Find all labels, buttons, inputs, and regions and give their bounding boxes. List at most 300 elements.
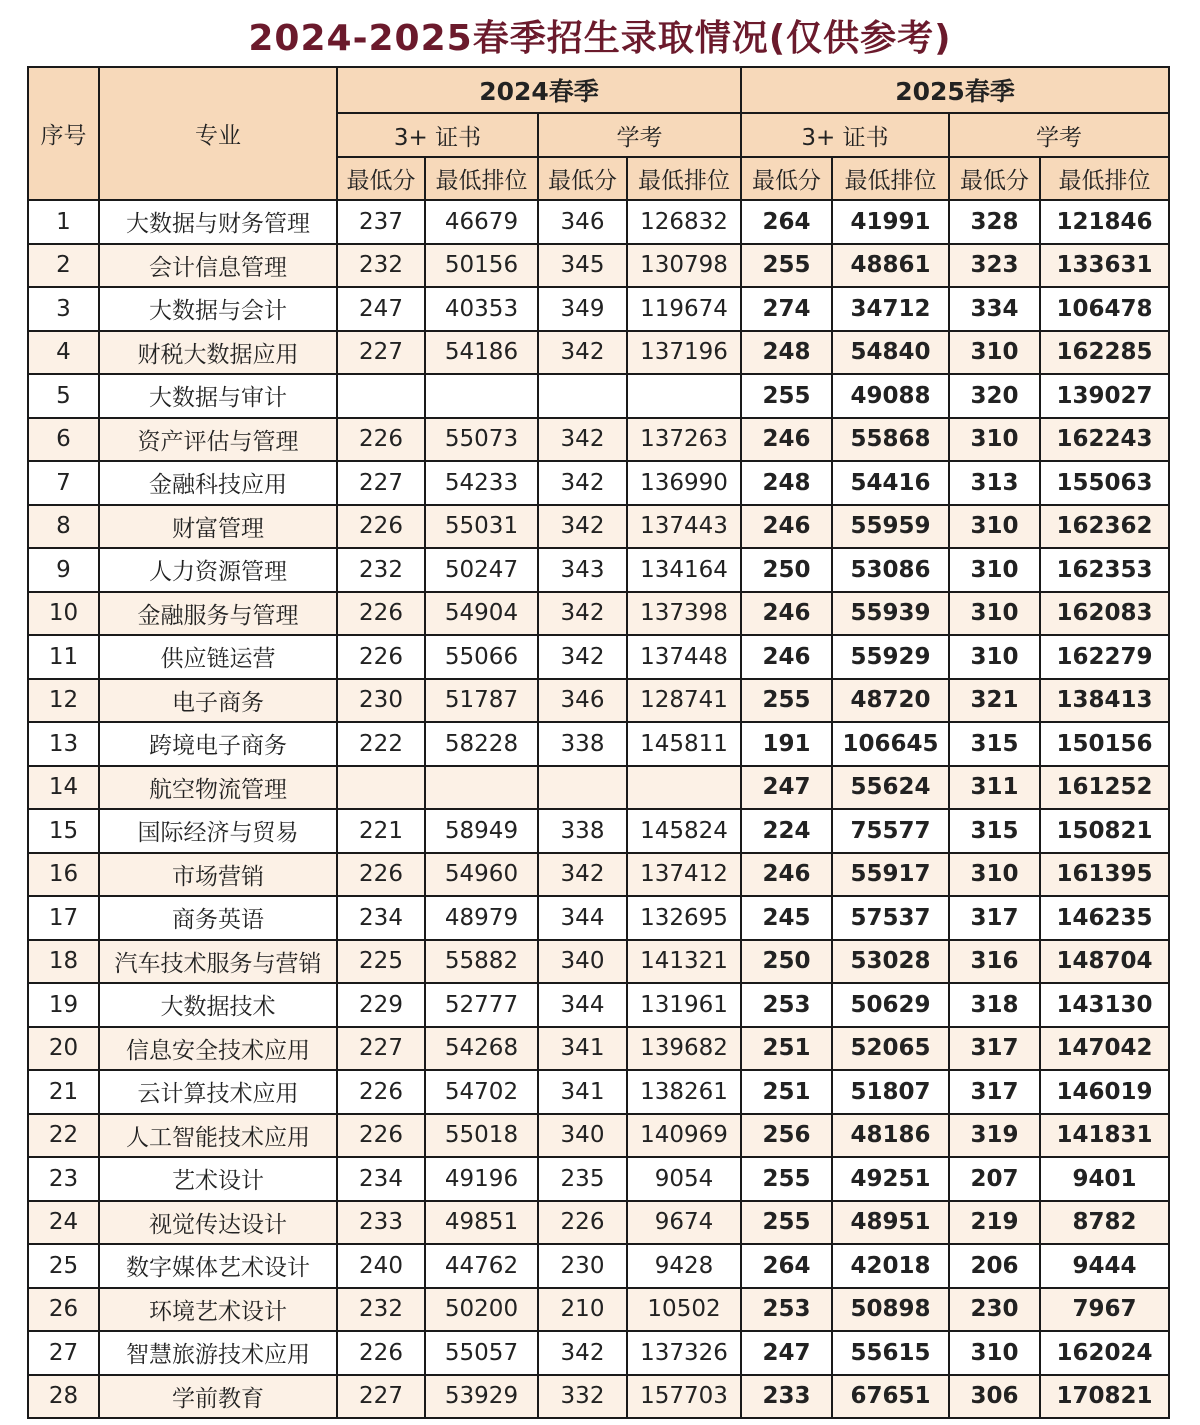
seq-cell: 18 bbox=[28, 940, 99, 984]
2025-exam-min-score: 318 bbox=[949, 983, 1040, 1027]
2025-exam-min-score: 313 bbox=[949, 461, 1040, 505]
2025-exam-min-score: 219 bbox=[949, 1201, 1040, 1245]
2025-exam-min-score: 310 bbox=[949, 853, 1040, 897]
2025-exam-min-rank: 9444 bbox=[1040, 1244, 1169, 1288]
major-cell: 云计算技术应用 bbox=[99, 1070, 337, 1114]
2024-exam-min-score: 342 bbox=[538, 418, 627, 462]
2024-cert-min-rank: 52777 bbox=[425, 983, 538, 1027]
page-title: 2024-2025春季招生录取情况(仅供参考) bbox=[248, 18, 952, 59]
2024-cert-min-rank: 54268 bbox=[425, 1027, 538, 1071]
2024-exam-min-rank: 132695 bbox=[627, 896, 741, 940]
2025-exam-min-score: 206 bbox=[949, 1244, 1040, 1288]
2024-cert-min-score: 227 bbox=[337, 331, 425, 375]
2025-cert-min-score: 246 bbox=[741, 635, 832, 679]
2025-exam-min-rank: 155063 bbox=[1040, 461, 1169, 505]
seq-cell: 20 bbox=[28, 1027, 99, 1071]
major-cell: 跨境电子商务 bbox=[99, 722, 337, 766]
2024-exam-min-score: 342 bbox=[538, 331, 627, 375]
seq-cell: 16 bbox=[28, 853, 99, 897]
seq-cell: 15 bbox=[28, 809, 99, 853]
2024-cert-min-score: 226 bbox=[337, 418, 425, 462]
seq-cell: 28 bbox=[28, 1375, 99, 1419]
major-cell: 人工智能技术应用 bbox=[99, 1114, 337, 1158]
seq-cell: 27 bbox=[28, 1331, 99, 1375]
seq-cell: 21 bbox=[28, 1070, 99, 1114]
2024-exam-min-score: 346 bbox=[538, 679, 627, 723]
table-row bbox=[28, 548, 1169, 592]
2024-cert-min-rank: 54702 bbox=[425, 1070, 538, 1114]
table-row bbox=[28, 1201, 1169, 1245]
major-cell: 视觉传达设计 bbox=[99, 1201, 337, 1245]
2025-exam-min-score: 310 bbox=[949, 1331, 1040, 1375]
major-cell: 国际经济与贸易 bbox=[99, 809, 337, 853]
2024-cert-min-rank: 50156 bbox=[425, 244, 538, 288]
2024-cert-min-rank: 46679 bbox=[425, 200, 538, 244]
2025-cert-min-score: 246 bbox=[741, 418, 832, 462]
2025-cert-min-rank: 55868 bbox=[832, 418, 949, 462]
2025-cert-min-rank: 48861 bbox=[832, 244, 949, 288]
2025-cert-min-rank: 106645 bbox=[832, 722, 949, 766]
2025-cert-min-score: 256 bbox=[741, 1114, 832, 1158]
2024-exam-min-score: 342 bbox=[538, 1331, 627, 1375]
seq-cell: 5 bbox=[28, 374, 99, 418]
2025-exam-min-rank: 133631 bbox=[1040, 244, 1169, 288]
2024-cert-min-score: 229 bbox=[337, 983, 425, 1027]
major-cell: 汽车技术服务与营销 bbox=[99, 940, 337, 984]
2025-exam-min-score: 317 bbox=[949, 1027, 1040, 1071]
2024-exam-min-rank: 137196 bbox=[627, 331, 741, 375]
2024-cert-min-score: 226 bbox=[337, 505, 425, 549]
major-cell: 大数据与审计 bbox=[99, 374, 337, 418]
2024-exam-min-rank: 137443 bbox=[627, 505, 741, 549]
seq-cell: 9 bbox=[28, 548, 99, 592]
2024-cert-min-score: 230 bbox=[337, 679, 425, 723]
header-seq: 序号 bbox=[28, 67, 99, 200]
major-cell: 资产评估与管理 bbox=[99, 418, 337, 462]
table-row bbox=[28, 1288, 1169, 1332]
2025-cert-min-score: 255 bbox=[741, 1201, 832, 1245]
seq-cell: 7 bbox=[28, 461, 99, 505]
2024-cert-min-rank bbox=[425, 766, 538, 810]
2024-cert-min-score: 232 bbox=[337, 548, 425, 592]
2024-exam-min-score: 345 bbox=[538, 244, 627, 288]
2025-exam-min-rank: 162279 bbox=[1040, 635, 1169, 679]
2025-exam-min-score: 315 bbox=[949, 722, 1040, 766]
2024-cert-min-rank: 53929 bbox=[425, 1375, 538, 1419]
2025-cert-min-rank: 55959 bbox=[832, 505, 949, 549]
2025-exam-min-score: 319 bbox=[949, 1114, 1040, 1158]
2024-exam-min-score: 346 bbox=[538, 200, 627, 244]
2024-exam-min-score: 235 bbox=[538, 1157, 627, 1201]
2025-cert-min-rank: 55929 bbox=[832, 635, 949, 679]
seq-cell: 13 bbox=[28, 722, 99, 766]
table-row bbox=[28, 418, 1169, 462]
2024-cert-min-rank: 49196 bbox=[425, 1157, 538, 1201]
2025-cert-min-rank: 50629 bbox=[832, 983, 949, 1027]
2025-exam-min-rank: 146235 bbox=[1040, 896, 1169, 940]
2025-cert-min-score: 255 bbox=[741, 1157, 832, 1201]
2024-cert-min-rank: 51787 bbox=[425, 679, 538, 723]
header-min-rank: 最低排位 bbox=[832, 157, 949, 200]
2025-exam-min-rank: 170821 bbox=[1040, 1375, 1169, 1419]
2025-cert-min-score: 224 bbox=[741, 809, 832, 853]
2024-exam-min-rank bbox=[627, 374, 741, 418]
2025-exam-min-rank: 7967 bbox=[1040, 1288, 1169, 1332]
2024-cert-min-rank: 40353 bbox=[425, 287, 538, 331]
2024-cert-min-score: 226 bbox=[337, 592, 425, 636]
2024-exam-min-score: 341 bbox=[538, 1027, 627, 1071]
2025-cert-min-score: 251 bbox=[741, 1070, 832, 1114]
2025-exam-min-score: 316 bbox=[949, 940, 1040, 984]
2025-exam-min-score: 334 bbox=[949, 287, 1040, 331]
2024-exam-min-score: 341 bbox=[538, 1070, 627, 1114]
header-min-score: 最低分 bbox=[538, 157, 627, 200]
table-row bbox=[28, 635, 1169, 679]
seq-cell: 3 bbox=[28, 287, 99, 331]
2024-exam-min-score: 342 bbox=[538, 592, 627, 636]
2025-cert-min-score: 264 bbox=[741, 200, 832, 244]
2025-exam-min-rank: 138413 bbox=[1040, 679, 1169, 723]
2025-exam-min-rank: 147042 bbox=[1040, 1027, 1169, 1071]
table-row bbox=[28, 244, 1169, 288]
table-row bbox=[28, 766, 1169, 810]
major-cell: 信息安全技术应用 bbox=[99, 1027, 337, 1071]
2025-exam-min-score: 310 bbox=[949, 418, 1040, 462]
2024-cert-min-score bbox=[337, 374, 425, 418]
2025-cert-min-rank: 52065 bbox=[832, 1027, 949, 1071]
major-cell: 人力资源管理 bbox=[99, 548, 337, 592]
major-cell: 环境艺术设计 bbox=[99, 1288, 337, 1332]
2025-exam-min-score: 310 bbox=[949, 635, 1040, 679]
2025-exam-min-rank: 121846 bbox=[1040, 200, 1169, 244]
2024-cert-min-rank: 49851 bbox=[425, 1201, 538, 1245]
2025-exam-min-rank: 8782 bbox=[1040, 1201, 1169, 1245]
seq-cell: 24 bbox=[28, 1201, 99, 1245]
2025-cert-min-rank: 75577 bbox=[832, 809, 949, 853]
2024-exam-min-score: 340 bbox=[538, 1114, 627, 1158]
2025-exam-min-score: 317 bbox=[949, 1070, 1040, 1114]
2024-cert-min-score: 232 bbox=[337, 1288, 425, 1332]
2024-cert-min-rank: 54233 bbox=[425, 461, 538, 505]
2025-cert-min-rank: 34712 bbox=[832, 287, 949, 331]
table-row bbox=[28, 679, 1169, 723]
2025-cert-min-score: 247 bbox=[741, 766, 832, 810]
major-cell: 学前教育 bbox=[99, 1375, 337, 1419]
2024-cert-min-rank: 55018 bbox=[425, 1114, 538, 1158]
2025-cert-min-score: 255 bbox=[741, 679, 832, 723]
2025-exam-min-rank: 141831 bbox=[1040, 1114, 1169, 1158]
2024-cert-min-rank bbox=[425, 374, 538, 418]
2025-cert-min-rank: 49088 bbox=[832, 374, 949, 418]
2025-cert-min-rank: 42018 bbox=[832, 1244, 949, 1288]
major-cell: 智慧旅游技术应用 bbox=[99, 1331, 337, 1375]
2025-cert-min-rank: 50898 bbox=[832, 1288, 949, 1332]
2024-cert-min-rank: 50200 bbox=[425, 1288, 538, 1332]
2024-cert-min-rank: 54960 bbox=[425, 853, 538, 897]
2025-exam-min-rank: 148704 bbox=[1040, 940, 1169, 984]
major-cell: 航空物流管理 bbox=[99, 766, 337, 810]
2024-cert-min-score: 226 bbox=[337, 635, 425, 679]
table-row bbox=[28, 287, 1169, 331]
2025-exam-min-score: 207 bbox=[949, 1157, 1040, 1201]
2024-exam-min-score: 230 bbox=[538, 1244, 627, 1288]
2024-cert-min-score: 221 bbox=[337, 809, 425, 853]
header-min-rank: 最低排位 bbox=[1040, 157, 1169, 200]
seq-cell: 1 bbox=[28, 200, 99, 244]
2024-exam-min-rank: 137398 bbox=[627, 592, 741, 636]
2025-exam-min-score: 310 bbox=[949, 331, 1040, 375]
2025-cert-min-score: 246 bbox=[741, 592, 832, 636]
2024-exam-min-score: 342 bbox=[538, 505, 627, 549]
2025-exam-min-rank: 150821 bbox=[1040, 809, 1169, 853]
seq-cell: 23 bbox=[28, 1157, 99, 1201]
2024-exam-min-rank: 9674 bbox=[627, 1201, 741, 1245]
2024-cert-min-score: 225 bbox=[337, 940, 425, 984]
2024-exam-min-rank: 137263 bbox=[627, 418, 741, 462]
2024-cert-min-rank: 55882 bbox=[425, 940, 538, 984]
2025-exam-min-score: 328 bbox=[949, 200, 1040, 244]
seq-cell: 11 bbox=[28, 635, 99, 679]
major-cell: 商务英语 bbox=[99, 896, 337, 940]
table-row bbox=[28, 853, 1169, 897]
2025-cert-min-score: 250 bbox=[741, 548, 832, 592]
2024-exam-min-score: 343 bbox=[538, 548, 627, 592]
major-cell: 大数据与会计 bbox=[99, 287, 337, 331]
2024-exam-min-rank: 137448 bbox=[627, 635, 741, 679]
table-row bbox=[28, 1157, 1169, 1201]
major-cell: 财税大数据应用 bbox=[99, 331, 337, 375]
table-row bbox=[28, 1244, 1169, 1288]
2024-exam-min-rank: 9428 bbox=[627, 1244, 741, 1288]
major-cell: 供应链运营 bbox=[99, 635, 337, 679]
2024-exam-min-rank: 126832 bbox=[627, 200, 741, 244]
2025-exam-min-rank: 161395 bbox=[1040, 853, 1169, 897]
2025-exam-min-rank: 162362 bbox=[1040, 505, 1169, 549]
2024-exam-min-rank: 141321 bbox=[627, 940, 741, 984]
2025-exam-min-rank: 150156 bbox=[1040, 722, 1169, 766]
seq-cell: 4 bbox=[28, 331, 99, 375]
2024-exam-min-rank: 137326 bbox=[627, 1331, 741, 1375]
major-cell: 金融服务与管理 bbox=[99, 592, 337, 636]
2025-cert-min-score: 191 bbox=[741, 722, 832, 766]
2024-cert-min-score: 227 bbox=[337, 461, 425, 505]
2024-cert-min-score: 233 bbox=[337, 1201, 425, 1245]
2024-cert-min-score: 234 bbox=[337, 1157, 425, 1201]
2025-exam-min-rank: 106478 bbox=[1040, 287, 1169, 331]
table-body bbox=[28, 200, 1169, 1418]
2025-exam-min-rank: 146019 bbox=[1040, 1070, 1169, 1114]
2025-exam-min-rank: 9401 bbox=[1040, 1157, 1169, 1201]
2025-cert-min-rank: 55624 bbox=[832, 766, 949, 810]
2025-exam-min-rank: 162024 bbox=[1040, 1331, 1169, 1375]
2024-cert-min-score: 226 bbox=[337, 1114, 425, 1158]
2025-cert-min-rank: 41991 bbox=[832, 200, 949, 244]
2025-cert-min-score: 250 bbox=[741, 940, 832, 984]
2024-exam-min-score: 338 bbox=[538, 809, 627, 853]
major-cell: 会计信息管理 bbox=[99, 244, 337, 288]
2025-exam-min-score: 320 bbox=[949, 374, 1040, 418]
2025-cert-min-rank: 49251 bbox=[832, 1157, 949, 1201]
2024-cert-min-score: 222 bbox=[337, 722, 425, 766]
2024-cert-min-score: 247 bbox=[337, 287, 425, 331]
seq-cell: 6 bbox=[28, 418, 99, 462]
2025-cert-min-score: 251 bbox=[741, 1027, 832, 1071]
admission-table bbox=[27, 66, 1170, 1419]
2024-exam-min-rank: 145811 bbox=[627, 722, 741, 766]
2024-cert-min-score: 226 bbox=[337, 853, 425, 897]
2024-exam-min-score: 226 bbox=[538, 1201, 627, 1245]
header-year-2024: 2024春季 bbox=[337, 67, 741, 113]
2025-exam-min-rank: 162285 bbox=[1040, 331, 1169, 375]
major-cell: 电子商务 bbox=[99, 679, 337, 723]
2025-exam-min-score: 310 bbox=[949, 592, 1040, 636]
header-min-score: 最低分 bbox=[741, 157, 832, 200]
2024-exam-min-score: 344 bbox=[538, 896, 627, 940]
seq-cell: 22 bbox=[28, 1114, 99, 1158]
2025-exam-min-rank: 143130 bbox=[1040, 983, 1169, 1027]
2024-exam-min-score: 210 bbox=[538, 1288, 627, 1332]
header-year-2025: 2025春季 bbox=[741, 67, 1169, 113]
2024-exam-min-score: 342 bbox=[538, 635, 627, 679]
2024-cert-min-score bbox=[337, 766, 425, 810]
seq-cell: 25 bbox=[28, 1244, 99, 1288]
2024-exam-min-score: 349 bbox=[538, 287, 627, 331]
2024-cert-min-score: 227 bbox=[337, 1027, 425, 1071]
2024-cert-min-rank: 54186 bbox=[425, 331, 538, 375]
seq-cell: 14 bbox=[28, 766, 99, 810]
2024-exam-min-rank: 130798 bbox=[627, 244, 741, 288]
2025-cert-min-rank: 48720 bbox=[832, 679, 949, 723]
table-row bbox=[28, 940, 1169, 984]
2024-exam-min-rank: 10502 bbox=[627, 1288, 741, 1332]
major-cell: 大数据与财务管理 bbox=[99, 200, 337, 244]
2025-exam-min-score: 310 bbox=[949, 505, 1040, 549]
2025-cert-min-rank: 48951 bbox=[832, 1201, 949, 1245]
2024-cert-min-rank: 55066 bbox=[425, 635, 538, 679]
2025-exam-min-score: 315 bbox=[949, 809, 1040, 853]
2024-cert-min-score: 234 bbox=[337, 896, 425, 940]
2024-exam-min-score bbox=[538, 766, 627, 810]
table-row bbox=[28, 1375, 1169, 1419]
table-row bbox=[28, 1070, 1169, 1114]
2025-cert-min-score: 247 bbox=[741, 1331, 832, 1375]
2025-cert-min-score: 255 bbox=[741, 244, 832, 288]
2024-exam-min-score: 340 bbox=[538, 940, 627, 984]
table-row bbox=[28, 461, 1169, 505]
seq-cell: 8 bbox=[28, 505, 99, 549]
2024-exam-min-rank: 138261 bbox=[627, 1070, 741, 1114]
2024-cert-min-score: 237 bbox=[337, 200, 425, 244]
2024-exam-min-score: 338 bbox=[538, 722, 627, 766]
2025-cert-min-rank: 51807 bbox=[832, 1070, 949, 1114]
table-row bbox=[28, 983, 1169, 1027]
2025-cert-min-score: 248 bbox=[741, 461, 832, 505]
header-2024-cert: 3+ 证书 bbox=[337, 113, 538, 157]
seq-cell: 2 bbox=[28, 244, 99, 288]
2024-cert-min-rank: 48979 bbox=[425, 896, 538, 940]
2024-exam-min-rank: 9054 bbox=[627, 1157, 741, 1201]
2025-exam-min-score: 306 bbox=[949, 1375, 1040, 1419]
2025-exam-min-score: 310 bbox=[949, 548, 1040, 592]
2024-exam-min-rank: 128741 bbox=[627, 679, 741, 723]
2024-cert-min-score: 226 bbox=[337, 1070, 425, 1114]
header-min-score: 最低分 bbox=[949, 157, 1040, 200]
2024-cert-min-rank: 58228 bbox=[425, 722, 538, 766]
2025-exam-min-rank: 139027 bbox=[1040, 374, 1169, 418]
2025-exam-min-score: 230 bbox=[949, 1288, 1040, 1332]
2025-cert-min-score: 246 bbox=[741, 505, 832, 549]
seq-cell: 26 bbox=[28, 1288, 99, 1332]
2024-cert-min-rank: 50247 bbox=[425, 548, 538, 592]
2024-exam-min-rank: 139682 bbox=[627, 1027, 741, 1071]
table-row bbox=[28, 809, 1169, 853]
table-row bbox=[28, 1027, 1169, 1071]
2025-cert-min-rank: 53028 bbox=[832, 940, 949, 984]
2025-exam-min-score: 317 bbox=[949, 896, 1040, 940]
header-min-score: 最低分 bbox=[337, 157, 425, 200]
2025-cert-min-score: 264 bbox=[741, 1244, 832, 1288]
2024-cert-min-score: 240 bbox=[337, 1244, 425, 1288]
2025-cert-min-score: 253 bbox=[741, 1288, 832, 1332]
2024-cert-min-score: 227 bbox=[337, 1375, 425, 1419]
2025-cert-min-score: 233 bbox=[741, 1375, 832, 1419]
header-2024-exam: 学考 bbox=[538, 113, 741, 157]
2024-cert-min-rank: 54904 bbox=[425, 592, 538, 636]
table-row bbox=[28, 331, 1169, 375]
2025-cert-min-rank: 55917 bbox=[832, 853, 949, 897]
2024-exam-min-rank bbox=[627, 766, 741, 810]
major-cell: 财富管理 bbox=[99, 505, 337, 549]
2025-exam-min-rank: 162353 bbox=[1040, 548, 1169, 592]
2024-exam-min-score: 342 bbox=[538, 461, 627, 505]
2025-exam-min-score: 321 bbox=[949, 679, 1040, 723]
major-cell: 市场营销 bbox=[99, 853, 337, 897]
2024-exam-min-score bbox=[538, 374, 627, 418]
2024-cert-min-rank: 55073 bbox=[425, 418, 538, 462]
2024-exam-min-rank: 131961 bbox=[627, 983, 741, 1027]
2024-cert-min-score: 226 bbox=[337, 1331, 425, 1375]
2025-cert-min-rank: 57537 bbox=[832, 896, 949, 940]
2025-cert-min-rank: 54840 bbox=[832, 331, 949, 375]
header-min-rank: 最低排位 bbox=[627, 157, 741, 200]
2025-exam-min-score: 311 bbox=[949, 766, 1040, 810]
header-2025-exam: 学考 bbox=[949, 113, 1169, 157]
seq-cell: 12 bbox=[28, 679, 99, 723]
table-row bbox=[28, 1114, 1169, 1158]
major-cell: 大数据技术 bbox=[99, 983, 337, 1027]
2024-cert-min-rank: 58949 bbox=[425, 809, 538, 853]
2024-exam-min-rank: 119674 bbox=[627, 287, 741, 331]
2025-cert-min-rank: 54416 bbox=[832, 461, 949, 505]
table-row bbox=[28, 505, 1169, 549]
2025-exam-min-rank: 162243 bbox=[1040, 418, 1169, 462]
2025-cert-min-score: 274 bbox=[741, 287, 832, 331]
major-cell: 金融科技应用 bbox=[99, 461, 337, 505]
table-row bbox=[28, 722, 1169, 766]
header-major: 专业 bbox=[99, 67, 337, 200]
2024-cert-min-rank: 55031 bbox=[425, 505, 538, 549]
header-2025-cert: 3+ 证书 bbox=[741, 113, 949, 157]
2025-exam-min-score: 323 bbox=[949, 244, 1040, 288]
2024-exam-min-score: 332 bbox=[538, 1375, 627, 1419]
2024-exam-min-rank: 157703 bbox=[627, 1375, 741, 1419]
2025-cert-min-rank: 53086 bbox=[832, 548, 949, 592]
2025-cert-min-score: 255 bbox=[741, 374, 832, 418]
2024-cert-min-rank: 55057 bbox=[425, 1331, 538, 1375]
2025-cert-min-score: 248 bbox=[741, 331, 832, 375]
major-cell: 数字媒体艺术设计 bbox=[99, 1244, 337, 1288]
2025-cert-min-score: 246 bbox=[741, 853, 832, 897]
